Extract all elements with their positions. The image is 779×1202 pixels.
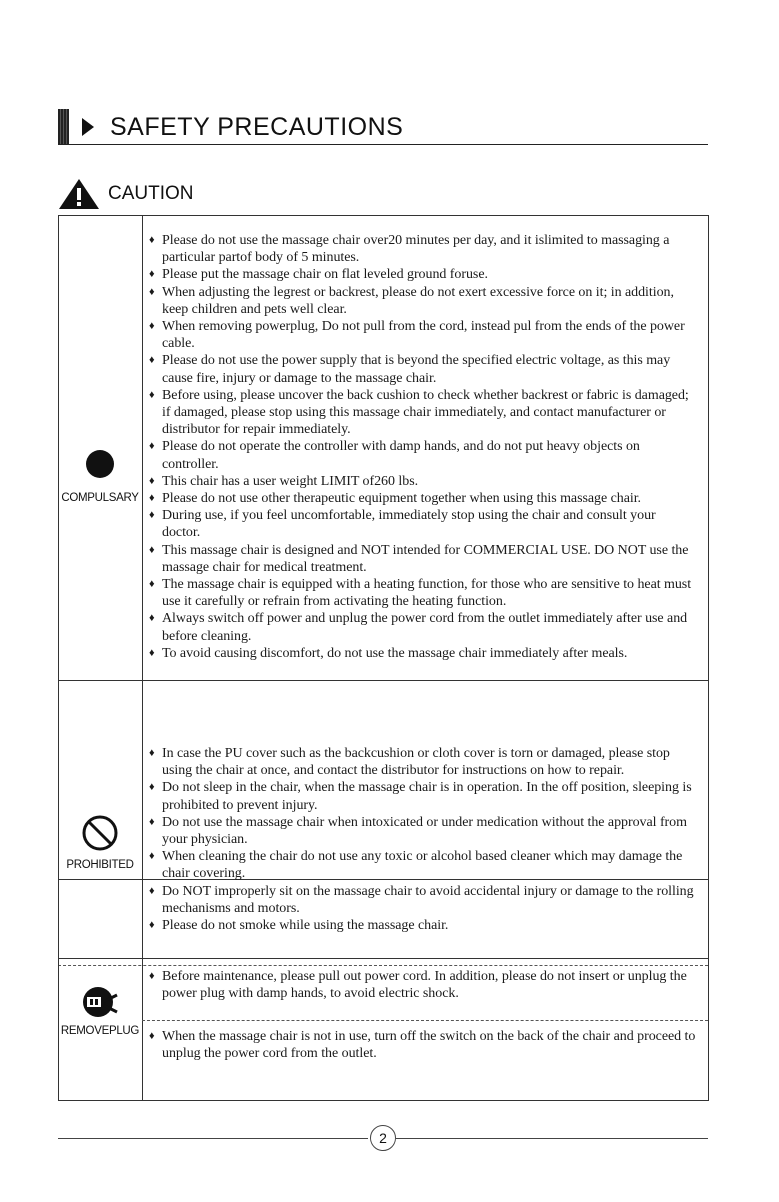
caution-label: CAUTION xyxy=(108,183,194,204)
list-item: ♦ Before using, please uncover the back cushion to check whether backrest or fabric is damaged; if damaged, please stop using this massage chair immediately, and contact manufacturer or distributor for repair immediately. xyxy=(147,387,697,439)
list-item: ♦ During use, if you feel uncomfortable, immediately stop using the chair and consult your doctor. xyxy=(147,507,697,541)
list-item: ♦ Please do not use the power supply that is beyond the specified electric voltage, as this may cause fire, injury or damage to the massage chair. xyxy=(147,352,697,386)
list-item: ♦ When removing powerplug, Do not pull from the cord, instead pul from the ends of the power cable. xyxy=(147,318,697,352)
header-bar-decoration xyxy=(58,109,69,144)
page-title: SAFETY PRECAUTIONS xyxy=(110,113,404,141)
list-item: ♦ Do not sleep in the chair, when the massage chair is in operation. In the off position, sleeping is prohibited to prevent injury. xyxy=(147,779,697,813)
play-arrow-icon xyxy=(82,118,94,136)
section-header xyxy=(58,109,708,145)
list-item: ♦ Please put the massage chair on flat leveled ground foruse. xyxy=(147,266,697,283)
unplug-icon xyxy=(81,985,119,1019)
list-item: ♦ Always switch off power and unplug the power cord from the outlet immediately after use and before cleaning. xyxy=(147,610,697,644)
warning-triangle-icon xyxy=(58,178,100,210)
list-item: ♦ Please do not use the massage chair over20 minutes per day, and it islimited to massaging a particular partof body of 5 minutes. xyxy=(147,232,697,266)
list-item: ♦ When cleaning the chair do not use any toxic or alcohol based cleaner which may damage the chair covering. xyxy=(147,848,697,882)
list-item: ♦ Do NOT improperly sit on the massage chair to avoid accidental injury or damage to the rolling mechanisms and motors. xyxy=(147,883,697,917)
list-item: ♦ To avoid causing discomfort, do not use the massage chair immediately after meals. xyxy=(147,645,697,662)
list-item: ♦ Please do not operate the controller with damp hands, and do not put heavy objects on controller. xyxy=(147,438,697,472)
header-rule xyxy=(58,144,708,145)
list-item: ♦ This massage chair is designed and NOT intended for COMMERCIAL USE. DO NOT use the massage chair for medical treatment. xyxy=(147,542,697,576)
footer-rule-right xyxy=(396,1138,708,1139)
list-item: ♦ When adjusting the legrest or backrest, please do not exert excessive force on it; in addition, keep children and pets well clear. xyxy=(147,284,697,318)
list-item: ♦ Before maintenance, please pull out power cord. In addition, please do not insert or unplug the power plug with damp hands, to avoid electric shock. xyxy=(147,968,697,1002)
list-item: ♦ Please do not use other therapeutic equipment together when using this massage chair. xyxy=(147,490,697,507)
removeplug-icon-block xyxy=(58,985,142,1037)
footer-rule-left xyxy=(58,1138,368,1139)
table-bottom-rule xyxy=(58,1100,709,1101)
row-divider-prohibited xyxy=(58,680,709,681)
row-divider-removeplug xyxy=(58,958,709,959)
list-item: ♦ Please do not smoke while using the massage chair. xyxy=(147,917,697,934)
list-item: ♦ This chair has a user weight LIMIT of260 lbs. xyxy=(147,473,697,490)
removeplug-inner-divider xyxy=(142,1020,708,1021)
removeplug-list-a xyxy=(147,968,697,1002)
list-item: ♦ In case the PU cover such as the backcushion or cloth cover is torn or damaged, please stop using the chair at once, and contact the distributor for instructions on how to repair. xyxy=(147,745,697,779)
prohibited-icon xyxy=(82,815,118,851)
table-frame xyxy=(58,215,709,795)
removeplug-label: REMOVEPLUG xyxy=(60,1025,140,1037)
page-number: 2 xyxy=(370,1125,396,1151)
list-item: ♦ When the massage chair is not in use, turn off the switch on the back of the chair and proceed to unplug the power cord from the outlet. xyxy=(147,1028,697,1062)
prohibited-list xyxy=(147,745,697,934)
list-item: ♦ The massage chair is equipped with a heating function, for those who are sensitive to heat must use it carefully or refrain from activating the heating function. xyxy=(147,576,697,610)
compulsory-label: COMPULSARY xyxy=(61,492,139,504)
prohibited-icon-block xyxy=(58,815,142,871)
removeplug-list-b xyxy=(147,1028,697,1062)
prohibited-label: PROHIBITED xyxy=(66,859,134,871)
list-item: ♦ Do not use the massage chair when intoxicated or under medication without the approval from your physician. xyxy=(147,814,697,848)
